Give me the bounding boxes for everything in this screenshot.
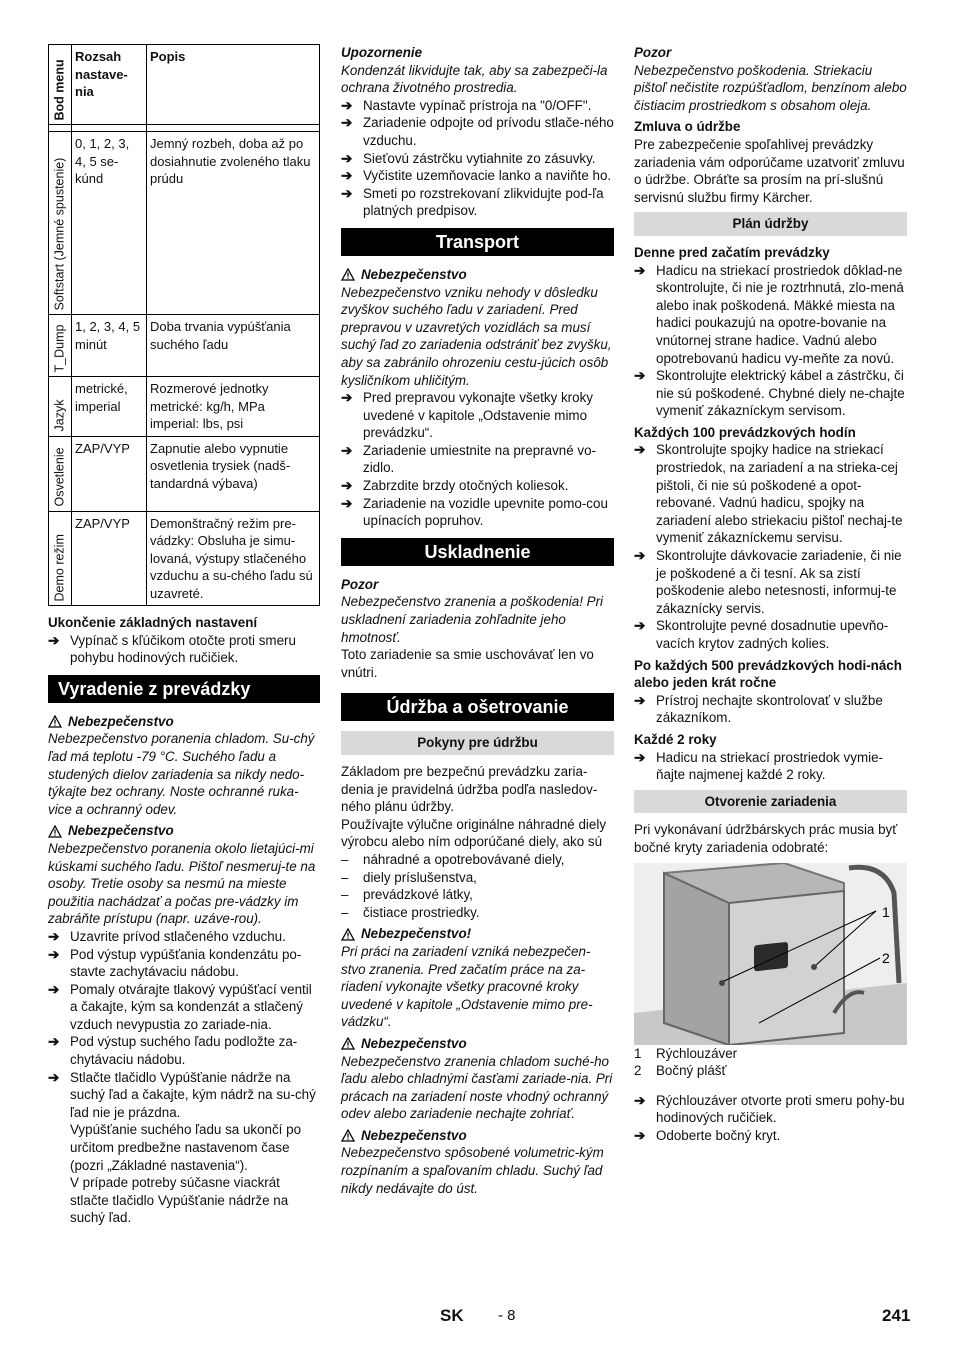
paragraph: Používajte výlučne originálne náhradné diely výrobcu alebo ním odporúčané diely, ako sú [341, 816, 607, 850]
instruction-step: ➔ Zariadenie umiestnite na prepravné vo-zidlo. [341, 442, 596, 476]
subsection-maintenance-plan: Plán údržby [634, 212, 907, 236]
section-transport: Transport [341, 228, 614, 256]
danger-heading: Nebezpečenstvo [48, 713, 320, 731]
contract-title: Zmluva o údržbe [634, 119, 741, 135]
arrow-right-icon: ➔ [341, 390, 353, 406]
warning-triangle-icon [48, 825, 62, 838]
machine-illustration [634, 863, 907, 1045]
warning-triangle-icon [341, 1129, 355, 1142]
instruction-step: ➔ Zariadenie odpojte od prívodu stlače-ného vzduchu. [341, 115, 614, 148]
arrow-right-icon: ➔ [341, 97, 353, 113]
header-description: Popis [147, 45, 320, 125]
arrow-right-icon: ➔ [634, 1127, 646, 1143]
instruction-step: ➔ Zabrzdite brzdy otočných koliesok. [341, 478, 569, 494]
instruction-step: ➔ Uzavrite prívod stlačeného vzduchu. [48, 928, 286, 944]
arrow-right-icon: ➔ [634, 692, 646, 708]
warning-triangle-icon [48, 715, 62, 728]
danger-heading: Nebezpečenstvo! [341, 925, 614, 943]
section-decommission: Vyradenie z prevádzky [48, 675, 320, 703]
danger-heading: Nebezpečenstvo [48, 822, 320, 840]
instruction-step: ➔ Skontrolujte spojky hadice na striekací prostriedok, na zariadení a na strieka-cej pištoli, či nie sú poškodené a opot-rebované. Vadnú hadicu, spojky na zariadení alebo striekaciu pištoľ nechaj-te vymeniť zákazníckemu servisu. [634, 442, 903, 546]
list-item: – diely príslušenstva, [341, 869, 477, 885]
arrow-right-icon: ➔ [48, 1069, 60, 1085]
arrow-right-icon: ➔ [634, 548, 646, 564]
arrow-right-icon: ➔ [341, 168, 353, 184]
instruction-step: ➔ Vypínač s kľúčikom otočte proti smeru pohybu hodinových ručičiek. [48, 632, 296, 666]
instruction-step: ➔ Zariadenie na vozidle upevnite pomo-cou upínacích popruhov. [341, 495, 608, 529]
column-2 [341, 44, 614, 1197]
danger-text: Nebezpečenstvo poranenia chladom. Su-chý ľad má teplotu -79 °C. Suchého ľadu a studených dielov zariadenia sa nikdy nedo-týkajte bez ochrany. Noste ochranné ruka-vice a ochranný odev. [48, 731, 315, 817]
arrow-right-icon: ➔ [48, 928, 60, 944]
list-item: – náhradné a opotrebovávané diely, [341, 851, 565, 867]
caution-text: Kondenzát likvidujte tak, aby sa zabezpeči-la ochrana životného prostredia. [341, 62, 608, 96]
arrow-right-icon: ➔ [341, 150, 353, 166]
list-item: – prevádzkové látky, [341, 887, 473, 903]
arrow-right-icon: ➔ [634, 749, 646, 765]
arrow-right-icon: ➔ [341, 115, 353, 131]
footer-language: SK [440, 1306, 464, 1325]
instruction-step: ➔ Skontrolujte elektrický kábel a zástrčku, či nie sú poškodené. Chybné diely ne-chajte vymeniť zákazníckym servisom. [634, 368, 905, 419]
instruction-step: ➔ Vyčistite uzemňovacie lanko a naviňte ho. [341, 168, 612, 184]
legend-item: 1 Rýchlouzáver [634, 1045, 738, 1061]
instruction-step: ➔ Sieťovú zástrčku vytiahnite zo zásuvky. [341, 150, 596, 166]
section-storage: Uskladnenie [341, 538, 614, 566]
instruction-step: ➔ Prístroj nechajte skontrolovať v službe zákazníkom. [634, 692, 883, 726]
arrow-right-icon: ➔ [634, 618, 646, 634]
column-1 [48, 44, 320, 1227]
caution-heading: Pozor [341, 576, 379, 592]
legend-item: 2 Bočný plášť [634, 1063, 727, 1079]
arrow-right-icon: ➔ [48, 632, 60, 648]
instruction-step: ➔ Skontrolujte pevné dosadnutie upevňo-vacích krytov zadných kolies. [634, 618, 889, 651]
instruction-step: ➔ Pred prepravou vykonajte všetky kroky uvedené v kapitole „Odstavenie mimo prevádzku“. [341, 390, 593, 441]
paragraph: Základom pre bezpečnú prevádzku zaria-denia je pravidelná údržba podľa nasledov-ného plánu údržby. [341, 764, 598, 815]
danger-heading: Nebezpečenstvo [341, 1035, 614, 1053]
instruction-step: ➔ Hadicu na striekací prostriedok dôklad-ne skontrolujte, či nie je roztrhnutá, zlo-mená alebo inak poškodená. Mäkké miesta na hadici poukazujú na opotre-bovanie na vnútornej strane hadice. Vadnú alebo opotrebovanú hadicu vy-meňte za novú. [634, 262, 904, 366]
header-menu-point: Bod menu [49, 45, 72, 125]
danger-heading: Nebezpečenstvo [341, 266, 614, 284]
arrow-right-icon: ➔ [341, 185, 353, 201]
instruction-step: ➔ Stlačte tlačidlo Vypúšťanie nádrže na suchý ľad a čakajte, kým nádrž na su-chý ľad nie je prázdna. [48, 1069, 316, 1120]
paragraph: Pre zabezpečenie spoľahlivej prevádzky zariadenia vám odporúčame uzatvoriť zmluvu o údržbe. Obráťte sa prosím na prí-slušnú servisnú službu firmy Kärcher. [634, 136, 905, 205]
instruction-step: ➔ Smeti po rozstrekovaní zlikvidujte pod-ľa platných predpisov. [341, 185, 604, 219]
paragraph: Pri vykonávaní údržbárskych prác musia byť bočné kryty zariadenia odobraté: [634, 822, 898, 855]
caution-heading: Pozor [634, 45, 672, 60]
callout-1: 1 [882, 903, 890, 920]
footer-page-number: 241 [882, 1306, 911, 1325]
table-row: Demo režim ZAP/VYP Demonštračný režim pre-vádzky: Obsluha je simu-lovaná, výstupy stlačeného vzduchu a su-chého ľadu sú uzavreté. [49, 511, 320, 606]
arrow-right-icon: ➔ [48, 981, 60, 997]
instruction-step: ➔ Skontrolujte dávkovacie zariadenie, či nie je poškodené a či tesní. Ak sa zistí poškodenie alebo netesnosti, informuj-te zákaznícky servis. [634, 548, 902, 616]
instruction-step: ➔ Hadicu na striekací prostriedok vymie-ňajte najmenej každé 2 roky. [634, 749, 883, 783]
danger-text: Nebezpečenstvo poranenia okolo lietajúci-mi kúskami suchého ľadu. Pištoľ nesmeruj-te na osoby. Tretie osoby sa nesmú na mieste použitia nachádzať a počas pre-vádzky im zabráňte prístupu (napr. uzáve-rou). [48, 840, 316, 927]
column-3 [634, 44, 907, 1145]
instruction-step: ➔ Pomaly otvárajte tlakový vypúšťací ventil a čakajte, kým sa kondenzát a stlačený vzduch nevypustia zo zariade-nia. [48, 981, 312, 1032]
settings-table [48, 44, 320, 606]
warning-triangle-icon [341, 268, 355, 281]
arrow-right-icon: ➔ [634, 368, 646, 384]
subsection-maintenance-notes: Pokyny pre údržbu [341, 731, 614, 755]
interval-title: Každé 2 roky [634, 731, 717, 747]
paragraph: Toto zariadenie sa smie uschovávať len vo vnútri. [341, 647, 594, 680]
paragraph: V prípade potreby súčasne viackrát stlačte tlačidlo Vypúšťanie nádrže na suchý ľad. [70, 1175, 289, 1226]
table-row: T_Dump 1, 2, 3, 4, 5 minút Doba trvania vypúšťania suchého ľadu [49, 315, 320, 377]
arrow-right-icon: ➔ [634, 442, 646, 458]
instruction-step: ➔ Rýchlouzáver otvorte proti smeru pohy-bu hodinových ručičiek. [634, 1092, 905, 1126]
paragraph: Vypúšťanie suchého ľadu sa ukončí po určitom predbežne nastavenom čase (pozri „Základné nastavenia“). [70, 1122, 302, 1173]
end-settings-title: Ukončenie základných nastavení [48, 615, 258, 630]
callout-2: 2 [882, 949, 890, 966]
instruction-step: ➔ Pod výstup vypúšťania kondenzátu po-stavte zachytávaciu nádobu. [48, 946, 302, 980]
table-row: Jazyk metrické, imperial Rozmerové jednotky metrické: kg/h, MPa imperial: lbs, psi [49, 377, 320, 437]
danger-text: Pri práci na zariadení vzniká nebezpečen-stvo zranenia. Pred začatím práce na za-riadení vykonajte všetky pracovné kroky uvedené v kapitole „Odstavenie mimo pre-vádzku“. [341, 943, 593, 1030]
list-item: – čistiace prostriedky. [341, 904, 480, 920]
machine-side-panel-figure [634, 863, 907, 1045]
interval-title: Denne pred začatím prevádzky [634, 244, 830, 260]
instruction-step: ➔ Pod výstup suchého ľadu podložte za-chytávaciu nádobu. [48, 1034, 298, 1068]
section-maintenance: Údržba a ošetrovanie [341, 693, 614, 721]
arrow-right-icon: ➔ [48, 1034, 60, 1050]
danger-text: Nebezpečenstvo zranenia chladom suché-ho ľadu alebo chladnými časťami zariade-nia. Pri prácach na zariadení noste vhodný ochranný odev alebo zariadenie nechajte zohriať. [341, 1053, 613, 1122]
arrow-right-icon: ➔ [341, 495, 353, 511]
subsection-opening: Otvorenie zariadenia [634, 790, 907, 814]
caution-heading: Upozornenie [341, 45, 423, 60]
instruction-step: ➔ Odoberte bočný kryt. [634, 1127, 781, 1143]
interval-title: Po každých 500 prevádzkových hodi-nách alebo jeden krát ročne [634, 657, 902, 691]
instruction-step: ➔ Nastavte vypínač prístroja na "0/OFF". [341, 97, 592, 113]
table-row: Osvetlenie ZAP/VYP Zapnutie alebo vypnutie osvetlenia trysiek (nadš-tandardná výbava) [49, 436, 320, 511]
header-range: Rozsah nastave-nia [72, 45, 147, 125]
arrow-right-icon: ➔ [48, 946, 60, 962]
caution-text: Nebezpečenstvo poškodenia. Striekaciu pištoľ nečistite rozpúšťadlom, benzínom alebo čistiacim prostriedkom s obsahom oleja. [634, 62, 907, 113]
arrow-right-icon: ➔ [341, 478, 353, 494]
warning-triangle-icon [341, 1037, 355, 1050]
arrow-right-icon: ➔ [634, 262, 646, 278]
danger-text: Nebezpečenstvo spôsobené volumetric-kým rozpínaním a spaľovaním chladu. Suchý ľad nikdy nedávajte do úst. [341, 1145, 604, 1196]
arrow-right-icon: ➔ [634, 1092, 646, 1108]
danger-heading: Nebezpečenstvo [341, 1127, 614, 1145]
interval-title: Každých 100 prevádzkových hodín [634, 424, 856, 440]
caution-text: Nebezpečenstvo zranenia a poškodenia! Pri uskladnení zariadenia zohľadnite jeho hmotnosť. [341, 594, 604, 645]
warning-triangle-icon [341, 928, 355, 941]
arrow-right-icon: ➔ [341, 442, 353, 458]
danger-text: Nebezpečenstvo vzniku nehody v dôsledku zvyškov suchého ľadu v zariadení. Pred prepravou v uzavretých vozidlách sa musí suchý ľad zo zariadenia odstrániť bez zvyšku, aby sa zabránilo ohrozeniu cestu-júcich osôb kysličníkom uhličitým. [341, 284, 612, 388]
footer-local-page: - 8 [498, 1307, 516, 1324]
table-row: Softstart (Jemné spustenie) 0, 1, 2, 3, 4, 5 se-kúnd Jemný rozbeh, doba až po dosiahnutie zvoleného tlaku prúdu [49, 132, 320, 315]
